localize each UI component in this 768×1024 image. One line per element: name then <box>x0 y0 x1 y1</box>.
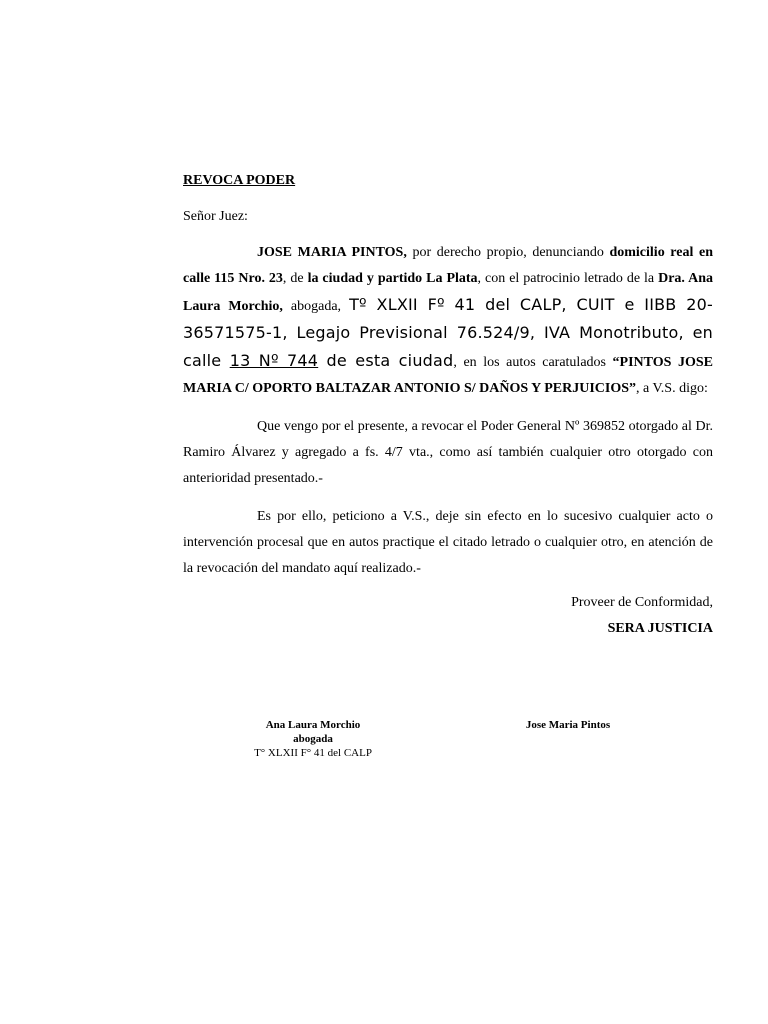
lawyer-name: Dra. Ana Laura Morchio, <box>183 271 714 314</box>
text-span: , con el patrocinio letrado de la <box>477 271 659 286</box>
party-name: JOSE MARIA PINTOS, <box>257 245 407 260</box>
paragraph-introduction <box>183 240 713 402</box>
signature-party-name: Jose Maria Pintos <box>525 719 611 731</box>
domicile: domicilio real en calle 115 Nro. 23 <box>183 245 713 286</box>
text-span: por derecho propio, denunciando <box>406 245 610 260</box>
city: la ciudad y partido La Plata <box>307 271 478 286</box>
text-span: de esta ciudad <box>318 351 454 370</box>
text-span: , en los autos caratulados <box>453 355 613 370</box>
lawyer-address: 13 Nº 744 <box>229 351 319 370</box>
signature-lawyer-registration: T° XLXII F° 41 del CALP <box>254 747 372 759</box>
text-span: , a V.S. digo: <box>636 381 708 396</box>
document-title: REVOCA PODER <box>183 173 296 188</box>
closing-line-1: Proveer de Conformidad, <box>571 595 713 610</box>
salutation: Señor Juez: <box>183 209 248 224</box>
lawyer-registration: Tº XLXII Fº 41 del CALP, CUIT e IIBB 20-36571575-1, Legajo Previsional 76.524/9, IVA Monotributo, en calle <box>183 295 713 370</box>
paragraph-petition: Es por ello, peticiono a V.S., deje sin efecto en lo sucesivo cualquier acto o intervención procesal que en autos practique el citado letrado o cualquier otro, en atención de la revocación del mandato aquí realizado.- <box>183 509 713 576</box>
signatures <box>183 718 713 778</box>
signature-lawyer-name: Ana Laura Morchio <box>265 719 361 731</box>
case-caption: “PINTOS JOSE MARIA C/ OPORTO BALTAZAR ANTONIO S/ DAÑOS Y PERJUICIOS” <box>183 355 713 396</box>
signature-party <box>513 718 623 732</box>
closing <box>183 590 713 642</box>
signature-lawyer <box>243 718 383 760</box>
paragraph-revocation: Que vengo por el presente, a revocar el Poder General Nº 369852 otorgado al Dr. Ramiro Álvarez y agregado a fs. 4/7 vta., como así también cualquier otro otorgado con anterioridad presentado.- <box>183 419 713 486</box>
document-body <box>183 170 713 642</box>
closing-line-2: SERA JUSTICIA <box>607 621 713 636</box>
signature-lawyer-role: abogada <box>293 733 333 745</box>
text-span: abogada, <box>282 299 350 314</box>
text-span: , de <box>282 271 308 286</box>
